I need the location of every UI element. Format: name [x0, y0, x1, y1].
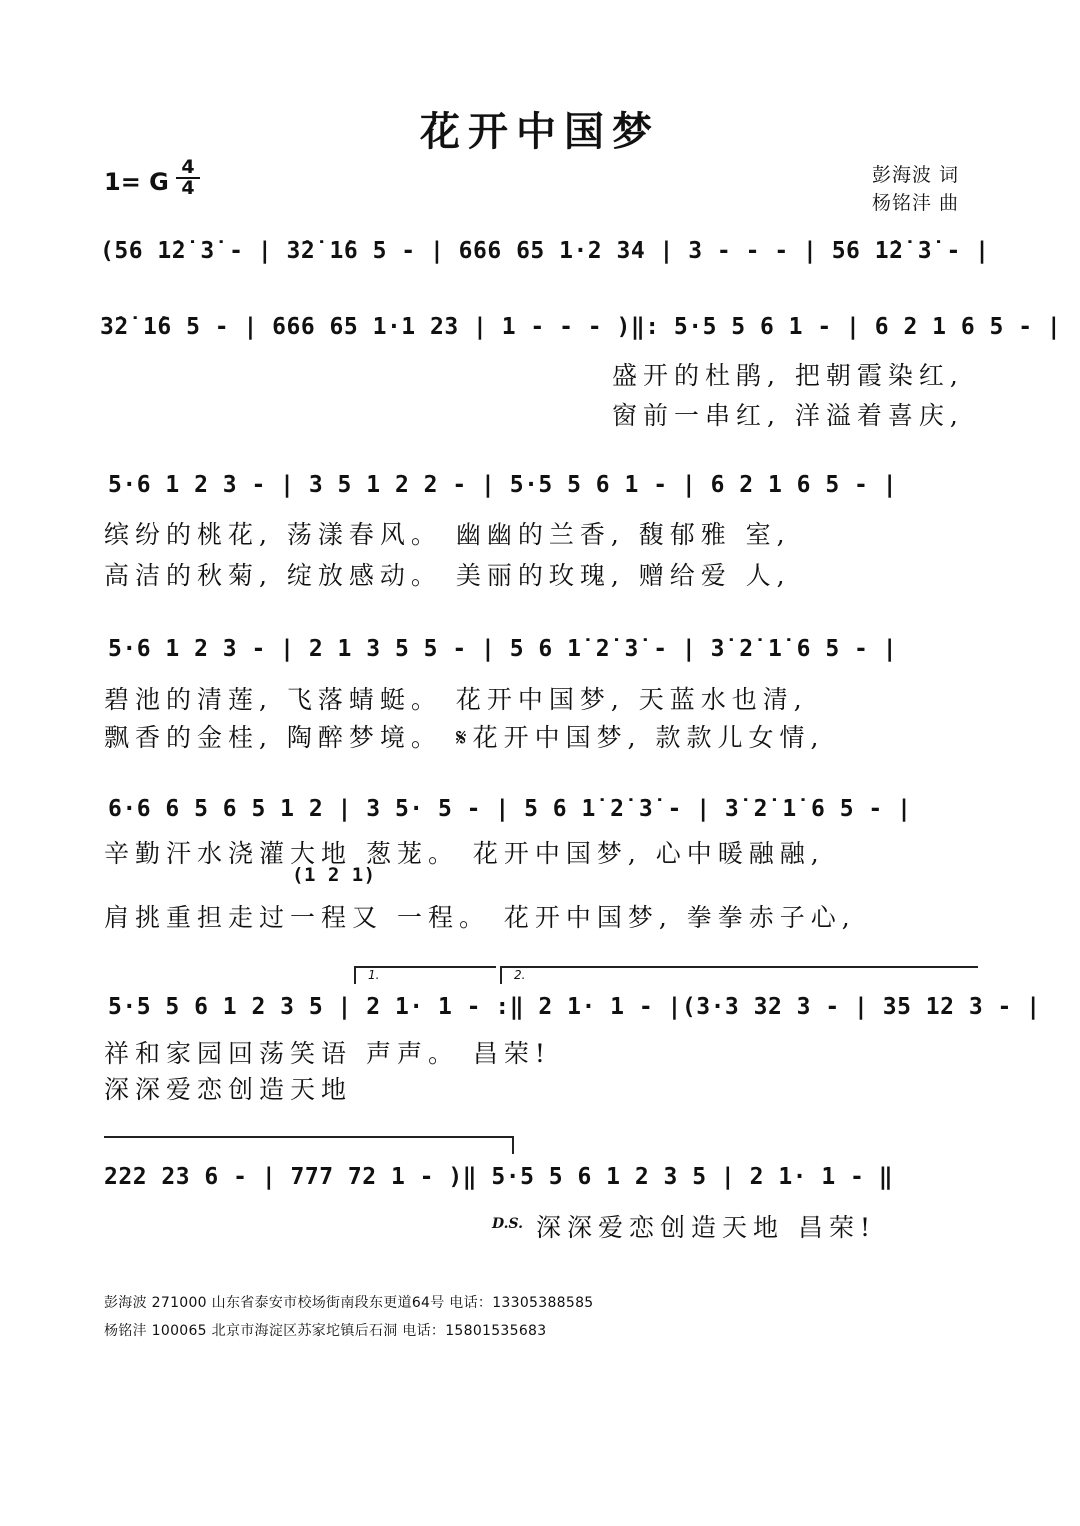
footer-contact-composer: 杨铭沣 100065 北京市海淀区苏家坨镇后石洞 电话：15801535683 [104, 1323, 547, 1339]
lyric-row-4-verse-2: 飘香的金桂, 陶醉梦境。 𝄋花开中国梦, 款款儿女情, [104, 723, 825, 752]
volta-number-2: 2. [514, 968, 526, 982]
lyric-row-2-verse-2: 窗前一串红, 洋溢着喜庆, [612, 401, 964, 430]
staff-row-1: (56 1̇2̇ 3̇ - | 3̇2̇ 1̇6 5 - | 666 65 1·2 34 | 3 - - - | 56 1̇2̇ 3̇ - | [100, 238, 990, 264]
lyricist-credit: 彭海波 词 [872, 164, 960, 186]
volta-bracket-2 [500, 966, 978, 984]
footer-contact-lyricist: 彭海波 271000 山东省泰安市校场街南段东更道64号 电话：13305388585 [104, 1295, 594, 1311]
alternate-notes: (1 2 1) [292, 864, 376, 886]
composer-credit: 杨铭沣 曲 [872, 192, 960, 214]
key-signature: 1= G [104, 168, 169, 196]
page-title: 花开中国梦 [420, 108, 660, 155]
lyric-row-5-verse-2: 肩挑重担走过一程又 一程。 花开中国梦, 拳拳赤子心, [104, 903, 856, 932]
staff-row-2: 3̇2̇ 1̇6 5 - | 666 65 1·1 23 | 1 - - - )‖: 5·5 5 6 1 - | 6 2 1 6 5 - | [100, 314, 1062, 340]
lyric-row-5-verse-1: 辛勤汗水浇灌大地 葱茏。 花开中国梦, 心中暖融融, [104, 839, 825, 868]
time-signature-bottom: 4 [176, 177, 200, 198]
ds-mark: D.S. [492, 1216, 524, 1232]
staff-row-6: 5·5 5 6 1 2 3 5 | 2 1· 1 - :‖ 2 1· 1 - |(3·3 32 3 - | 35 12 3 - | [108, 994, 1041, 1020]
time-signature-top: 4 [181, 156, 195, 178]
lyric-row-3-verse-2: 高洁的秋菊, 绽放感动。 美丽的玫瑰, 赠给爱 人, [104, 561, 791, 590]
staff-row-5: 6·6 6 5 6 5 1 2 | 3 5· 5 - | 5 6 1̇ 2̇ 3̇ - | 3̇ 2̇ 1̇ 6 5 - | [108, 796, 912, 822]
staff-row-7: 222 23 6 - | 777 72 1 - )‖ 5·5 5 6 1 2 3 5 | 2 1· 1 - ‖ [104, 1164, 894, 1190]
volta-number-1: 1. [368, 968, 380, 982]
lyric-row-4-verse-1: 碧池的清莲, 飞落蜻蜓。 花开中国梦, 天蓝水也清, [104, 685, 808, 714]
staff-row-4: 5·6 1 2 3 - | 2 1 3 5 5 - | 5 6 1̇ 2̇ 3̇ - | 3̇ 2̇ 1̇ 6 5 - | [108, 636, 898, 662]
lyric-row-2-verse-1: 盛开的杜鹃, 把朝霞染红, [612, 361, 964, 390]
time-signature [176, 158, 200, 198]
bracket-row-7 [104, 1136, 514, 1154]
lyric-row-7: 深深爱恋创造天地 昌荣! [536, 1213, 876, 1242]
staff-row-3: 5·6 1 2 3 - | 3 5 1 2 2 - | 5·5 5 6 1 - | 6 2 1 6 5 - | [108, 472, 898, 498]
lyric-row-3-verse-1: 缤纷的桃花, 荡漾春风。 幽幽的兰香, 馥郁雅 室, [104, 520, 791, 549]
lyric-row-6-verse-1: 祥和家园回荡笑语 声声。 昌荣! [104, 1039, 551, 1068]
lyric-row-6-verse-2: 深深爱恋创造天地 [104, 1075, 353, 1104]
